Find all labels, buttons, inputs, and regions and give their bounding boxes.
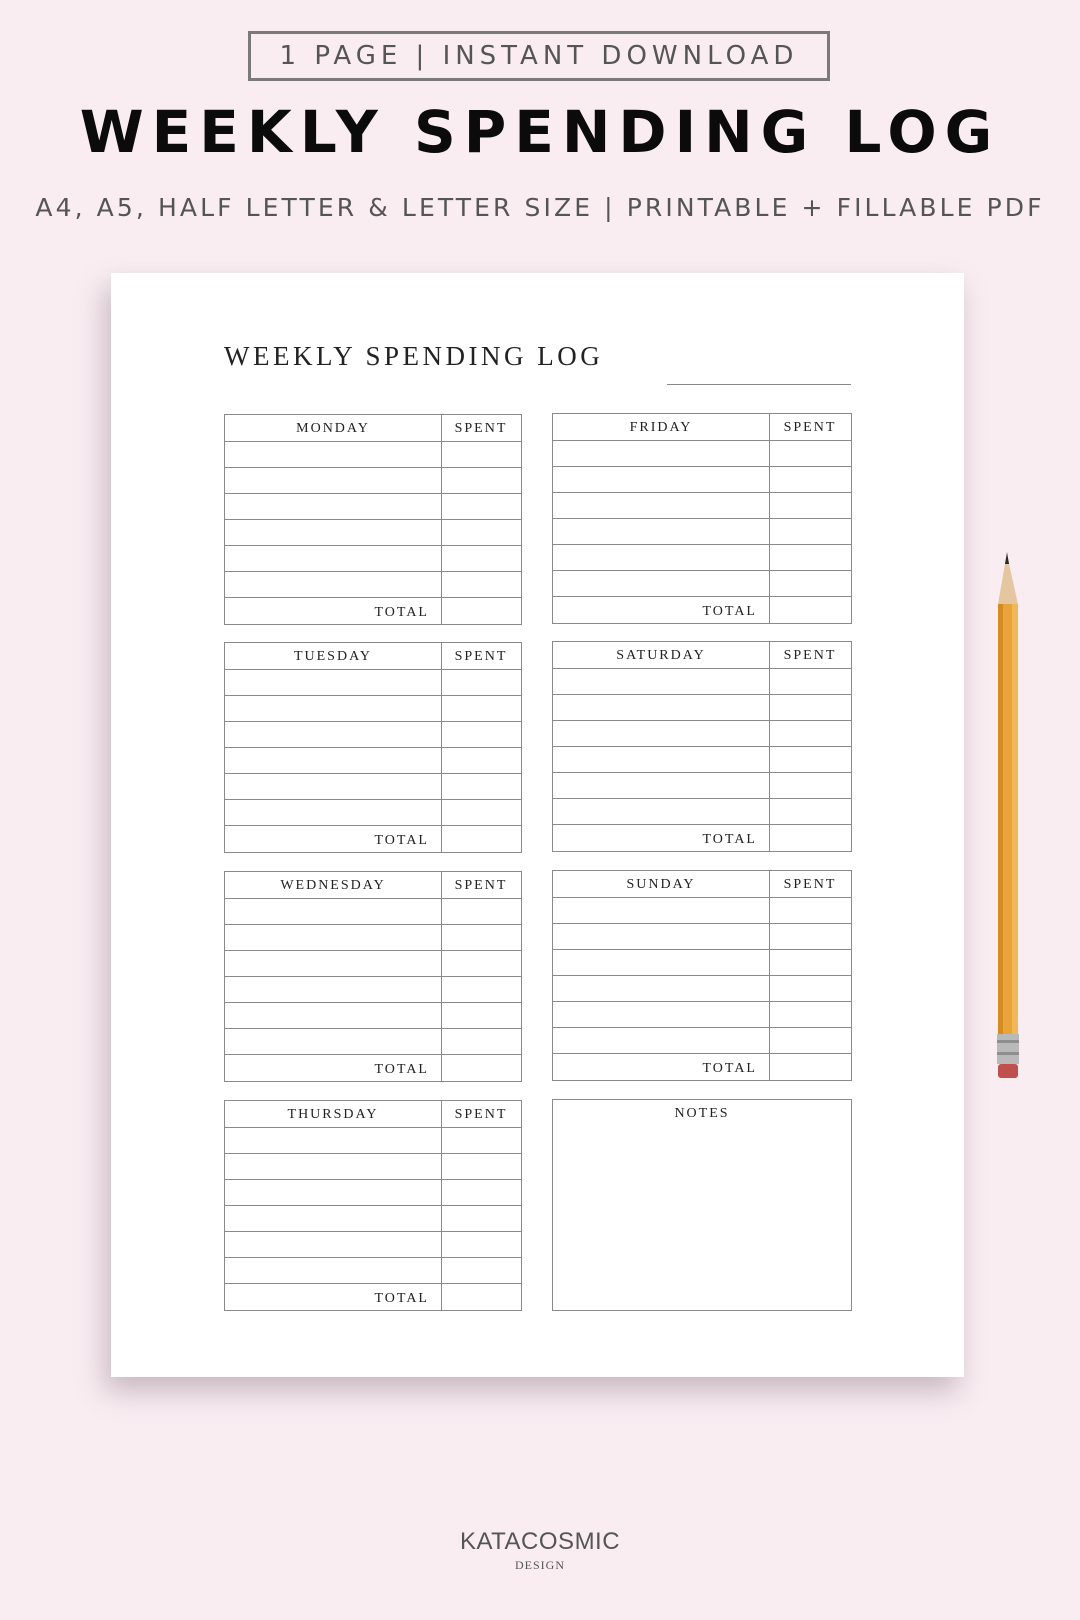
row-line xyxy=(553,798,851,799)
day-table-tuesday xyxy=(224,642,522,853)
row-line xyxy=(553,694,851,695)
row-line xyxy=(225,1231,521,1232)
day-name: TUESDAY xyxy=(293,649,373,664)
size-format-line: A4, A5, HALF LETTER & LETTER SIZE | PRINTABLE + FILLABLE PDF xyxy=(35,193,1045,222)
row-line xyxy=(225,773,521,774)
day-table-sunday xyxy=(552,870,852,1081)
spent-header: SPENT xyxy=(783,877,837,892)
row-line xyxy=(225,924,521,925)
day-name: THURSDAY xyxy=(287,1107,379,1122)
row-line xyxy=(553,746,851,747)
row-line xyxy=(225,1179,521,1180)
row-line xyxy=(225,695,521,696)
row-line xyxy=(225,467,521,468)
spent-header: SPENT xyxy=(454,421,508,436)
total-label: TOTAL xyxy=(374,605,429,620)
day-table-wednesday xyxy=(224,871,522,1082)
total-label: TOTAL xyxy=(702,1061,757,1076)
pencil-icon xyxy=(996,552,1024,1097)
row-line xyxy=(225,519,521,520)
row-line xyxy=(553,466,851,467)
day-table-saturday xyxy=(552,641,852,852)
row-line xyxy=(553,975,851,976)
day-name: WEDNESDAY xyxy=(280,878,386,893)
brand-subtitle: DESIGN xyxy=(515,1558,565,1572)
sheet-title: WEEKLY SPENDING LOG xyxy=(224,341,604,371)
row-line xyxy=(225,669,521,670)
notes-box xyxy=(552,1099,852,1311)
total-label: TOTAL xyxy=(702,832,757,847)
row-line xyxy=(553,772,851,773)
row-line xyxy=(553,492,851,493)
row-line xyxy=(225,1153,521,1154)
row-line xyxy=(553,720,851,721)
day-table-friday xyxy=(552,413,852,624)
row-line xyxy=(225,1205,521,1206)
row-line xyxy=(225,747,521,748)
row-line xyxy=(225,898,521,899)
row-line xyxy=(553,668,851,669)
row-line xyxy=(225,1127,521,1128)
row-line xyxy=(225,493,521,494)
row-line xyxy=(225,441,521,442)
spent-header: SPENT xyxy=(454,878,508,893)
row-line xyxy=(225,1002,521,1003)
spent-header: SPENT xyxy=(783,420,837,435)
row-line xyxy=(225,799,521,800)
day-name: MONDAY xyxy=(296,421,370,436)
row-line xyxy=(225,1028,521,1029)
name-line xyxy=(667,384,851,385)
day-name: SUNDAY xyxy=(626,877,696,892)
download-badge: 1 PAGE | INSTANT DOWNLOAD xyxy=(248,31,830,81)
planner-sheet xyxy=(111,273,964,1377)
row-line xyxy=(553,897,851,898)
row-line xyxy=(553,923,851,924)
product-title: WEEKLY SPENDING LOG xyxy=(79,98,1001,166)
brand-logo xyxy=(0,1529,1080,1573)
row-line xyxy=(553,1001,851,1002)
row-line xyxy=(225,976,521,977)
spent-header: SPENT xyxy=(454,649,508,664)
total-label: TOTAL xyxy=(374,1291,429,1306)
row-line xyxy=(553,1027,851,1028)
notes-label: NOTES xyxy=(674,1106,730,1121)
spent-header: SPENT xyxy=(783,648,837,663)
row-line xyxy=(225,1257,521,1258)
total-label: TOTAL xyxy=(702,604,757,619)
brand-name: KATACOSMIC xyxy=(459,1528,621,1555)
row-line xyxy=(225,571,521,572)
row-line xyxy=(553,440,851,441)
row-line xyxy=(553,544,851,545)
day-table-monday xyxy=(224,414,522,625)
day-name: SATURDAY xyxy=(616,648,706,663)
day-name: FRIDAY xyxy=(629,420,693,435)
row-line xyxy=(553,518,851,519)
row-line xyxy=(225,950,521,951)
total-label: TOTAL xyxy=(374,833,429,848)
total-label: TOTAL xyxy=(374,1062,429,1077)
row-line xyxy=(553,949,851,950)
row-line xyxy=(225,721,521,722)
day-table-thursday xyxy=(224,1100,522,1311)
row-line xyxy=(225,545,521,546)
spent-header: SPENT xyxy=(454,1107,508,1122)
row-line xyxy=(553,570,851,571)
